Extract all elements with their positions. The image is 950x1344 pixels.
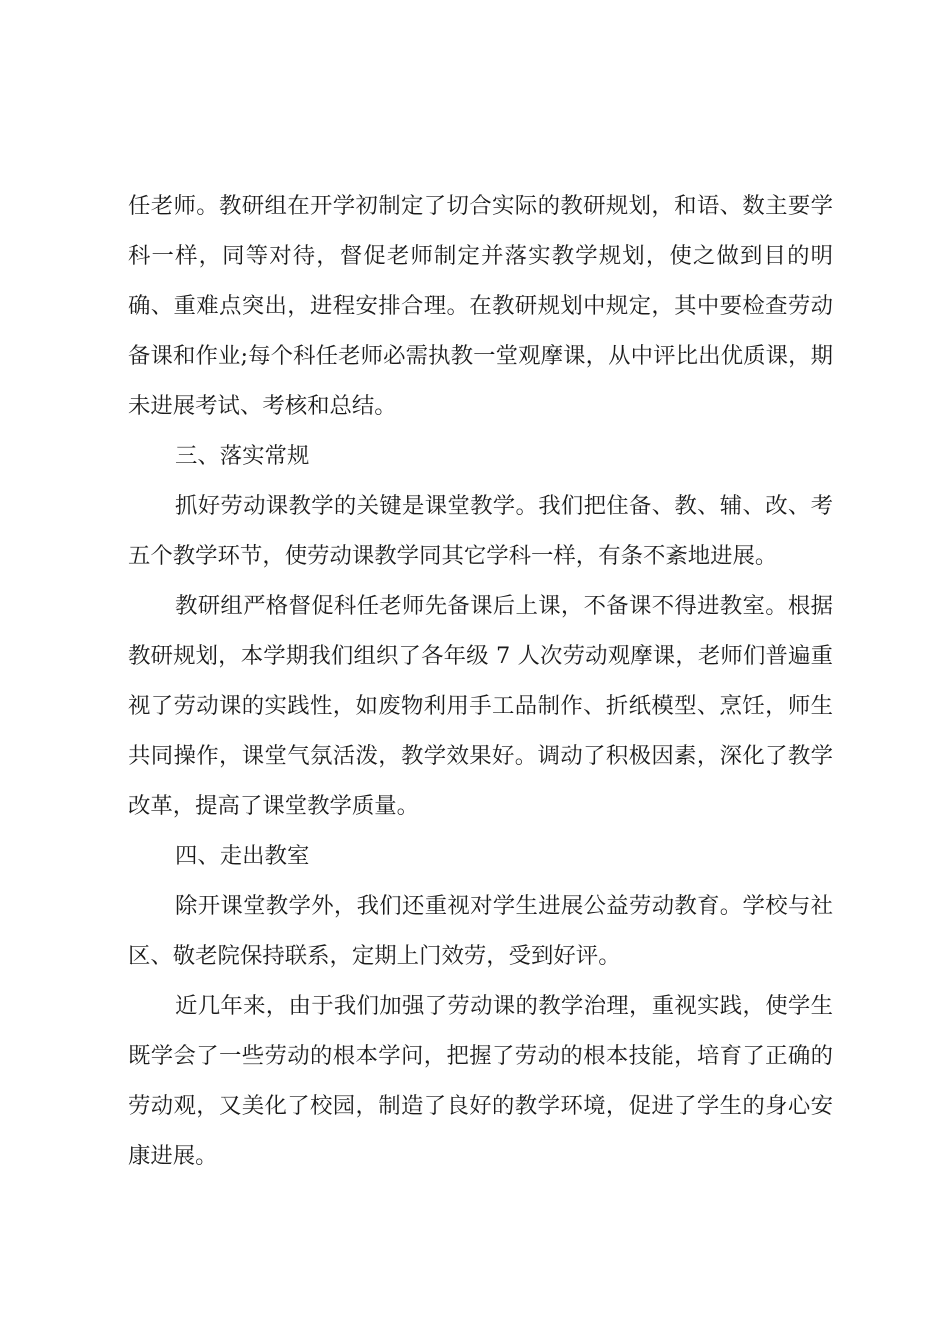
paragraph-line: 既学会了一些劳动的根本学问，把握了劳动的根本技能，培育了正确的	[128, 1043, 833, 1069]
paragraph-line: 任老师。教研组在开学初制定了切合实际的教研规划，和语、数主要学	[128, 193, 833, 219]
paragraph-line: 视了劳动课的实践性，如废物利用手工品制作、折纸模型、烹饪，师生	[128, 693, 833, 719]
section-heading: 四、走出教室	[175, 843, 310, 869]
paragraph-line: 康进展。	[128, 1143, 218, 1169]
paragraph-line: 确、重难点突出，进程安排合理。在教研规划中规定，其中要检查劳动	[128, 293, 833, 319]
paragraph-line: 改革，提高了课堂教学质量。	[128, 793, 420, 819]
paragraph-line: 近几年来，由于我们加强了劳动课的教学治理，重视实践，使学生	[175, 993, 833, 1019]
paragraph-line: 五个教学环节，使劳动课教学同其它学科一样，有条不紊地进展。	[128, 543, 778, 569]
paragraph-line: 教研组严格督促科任老师先备课后上课，不备课不得进教室。根据	[175, 593, 833, 619]
paragraph-line: 科一样，同等对待，督促老师制定并落实教学规划，使之做到目的明	[128, 243, 833, 269]
section-heading: 三、落实常规	[175, 443, 310, 469]
paragraph-line: 未进展考试、考核和总结。	[128, 393, 397, 419]
paragraph-line: 抓好劳动课教学的关键是课堂教学。我们把住备、教、辅、改、考	[175, 493, 833, 519]
paragraph-line: 劳动观，又美化了校园，制造了良好的教学环境，促进了学生的身心安	[128, 1093, 833, 1119]
paragraph-line: 区、敬老院保持联系，定期上门效劳，受到好评。	[128, 943, 621, 969]
paragraph-line: 共同操作，课堂气氛活泼，教学效果好。调动了积极因素，深化了教学	[128, 743, 833, 769]
paragraph-line: 除开课堂教学外，我们还重视对学生进展公益劳动教育。学校与社	[175, 893, 833, 919]
paragraph-line: 备课和作业;每个科任老师必需执教一堂观摩课，从中评比出优质课，期	[128, 343, 833, 369]
paragraph-line: 教研规划，本学期我们组织了各年级 7 人次劳动观摩课，老师们普遍重	[128, 643, 833, 669]
